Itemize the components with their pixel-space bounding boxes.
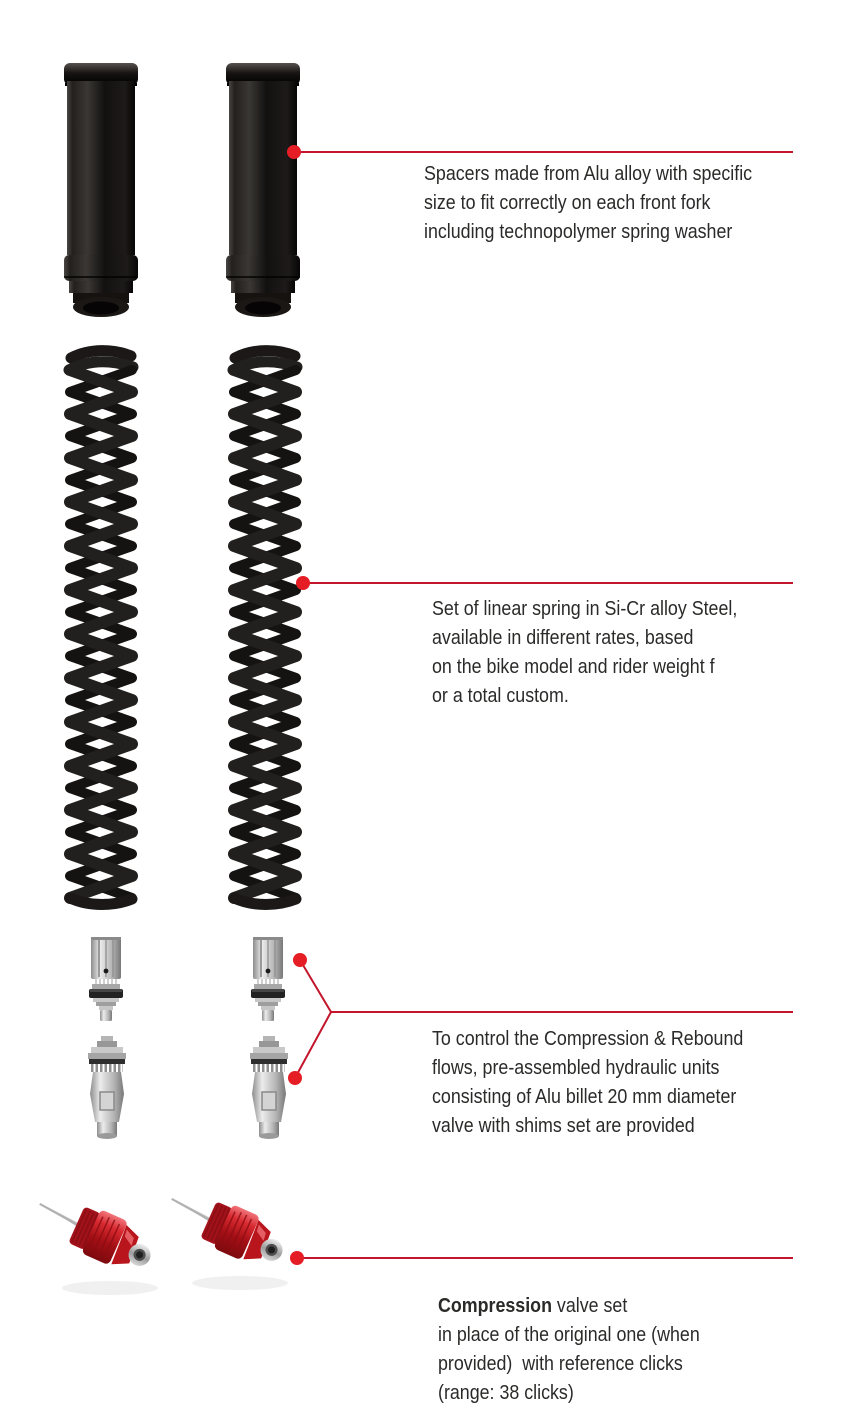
caption-line: Spacers made from Alu alloy with specific (424, 162, 753, 185)
callout-dot-spacers (287, 145, 301, 159)
caption-line (438, 1291, 786, 1320)
compression-valve-left (28, 1186, 160, 1280)
caption-line: flows, pre-assembled hydraulic units (432, 1056, 720, 1079)
caption-compression-valves (438, 1291, 786, 1407)
alu-spacer-right (226, 63, 300, 317)
alu-spacer-left (64, 63, 138, 317)
valve-shadow-right (192, 1276, 288, 1290)
callout-spacers (287, 145, 793, 159)
hydraulic-unit-bottom-left (88, 1036, 126, 1139)
caption-spacers (424, 159, 772, 246)
callout-dot-springs (296, 576, 310, 590)
fork-spring-left (69, 351, 133, 905)
fork-spring-right (233, 351, 297, 905)
caption-line: size to fit correctly on each front fork (424, 191, 711, 214)
caption-line: valve with shims set are provided (432, 1114, 695, 1137)
caption-line: available in different rates, based (432, 626, 694, 649)
caption-line: (range: 38 clicks) (438, 1381, 574, 1404)
caption-line: or a total custom. (432, 684, 569, 707)
caption-line: consisting of Alu billet 20 mm diameter (432, 1085, 737, 1108)
callout-dot-compression (290, 1251, 304, 1265)
caption-line: Set of linear spring in Si-Cr alloy Steel, (432, 597, 738, 620)
caption-bold-word: Compression (438, 1294, 552, 1317)
hydraulic-unit-top-right (251, 937, 285, 1021)
callout-compression-valves (290, 1251, 793, 1265)
callout-springs (296, 576, 793, 590)
caption-hydraulic-units (432, 1024, 780, 1140)
caption-line: on the bike model and rider weight f (432, 655, 715, 678)
caption-line: in place of the original one (when (438, 1323, 700, 1346)
hydraulic-unit-bottom-right (250, 1036, 288, 1139)
callout-dot-hydraulic-bottom (288, 1071, 302, 1085)
caption-line: To control the Compression & Rebound (432, 1027, 744, 1050)
caption-lead-rest: valve set (551, 1294, 628, 1317)
caption-line: provided) with reference clicks (438, 1352, 683, 1375)
caption-springs (432, 594, 780, 710)
caption-line: including technopolymer spring washer (424, 220, 733, 243)
compression-valve-right (160, 1181, 292, 1275)
valve-shadow-left (62, 1281, 158, 1295)
callout-dot-hydraulic-top (293, 953, 307, 967)
hydraulic-unit-top-left (89, 937, 123, 1021)
